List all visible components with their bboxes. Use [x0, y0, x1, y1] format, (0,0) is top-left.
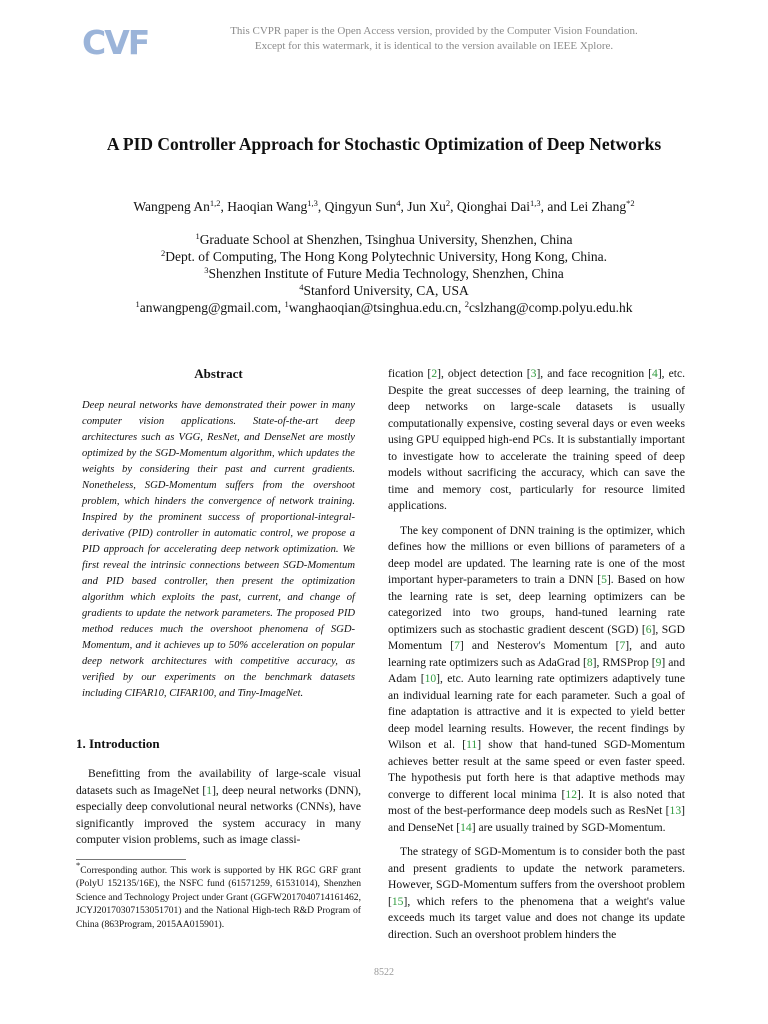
affiliation-text: Dept. of Computing, The Hong Kong Polytechnic University, Hong Kong, China.: [165, 249, 607, 264]
email-address[interactable]: cslzhang@comp.polyu.edu.hk: [468, 300, 633, 315]
page-number: 8522: [374, 967, 394, 978]
citation-link-6[interactable]: 6: [645, 622, 652, 636]
affiliation-mark: 2: [161, 248, 166, 258]
author-affiliation-mark: 2: [445, 198, 451, 208]
author-name: Haoqian Wang: [227, 199, 308, 214]
email-list: $^1$anwangpeng@gmail.com, $^1$wanghaoqian@tsinghua.edu.cn, $^2$cslzhang@comp.polyu.edu.hk: [135, 299, 633, 315]
watermark-line-2: Except for this watermark, it is identical to the version available on IEEE Xplore.: [254, 40, 614, 52]
author-affiliation-mark: 1,3: [530, 198, 541, 208]
author-affiliation-mark: *2: [626, 198, 635, 208]
affiliation-mark: 1: [195, 231, 200, 241]
email-address[interactable]: wanghaoqian@tsinghua.edu.cn: [288, 300, 458, 315]
author-list: Wangpeng An$^{1,2}$, Haoqian Wang$^{1,3}$, Qingyun Sun$^4$, Jun Xu$^2$, Qionghai Dai$^{1,3}$, and Lei Zhang$^{*2}$: [133, 198, 635, 214]
citation-link-2[interactable]: 2: [431, 367, 438, 380]
author-affiliation-mark: 1,3: [307, 198, 318, 208]
citation-link-9[interactable]: 9: [655, 655, 662, 669]
citation-link-5[interactable]: 5: [601, 573, 607, 586]
intro-paragraph-1: Benefitting from the availability of large-scale visual datasets such as ImageNet [1], deep neural networks (DNN), especially deep convolutional neural networks (CNNs), have significantly improved the system accuracy in many computer vision problems, such as image classi-: [76, 767, 361, 846]
affiliation-line: [40, 282, 728, 299]
footnote-mark: *: [76, 859, 81, 870]
citation-link-11[interactable]: 11: [466, 738, 478, 751]
affiliation-line: [40, 248, 728, 265]
affiliation-mark: 4: [299, 282, 304, 292]
author-name: Qionghai Dai: [456, 199, 531, 214]
footnote-text: Corresponding author. This work is supported by HK RGC GRF grant (PolyU 152135/16E), the NSFC fund (61571259, 61531014), Shenzhen Science and Technology Project under Grant (GGFW2017040714161462, JCYJ20170307153051701) and the National High-tech R&D Program of China (863Program, 2015AA015901).: [76, 864, 361, 930]
author-affiliation-mark: 1,2: [209, 198, 221, 208]
intro-paragraph-continued: fication [2], object detection [3], and face recognition [4], etc. Despite the great successes of deep learning, the training of deep networks on large-scale datasets is usually computationally expensive, costing several days or even weeks using GPU equipped high-end PCs. It is substantially important to investigate how to accelerate the training speed of deep models without sacrificing the accuracy, which can save the time and memory cost, particularly for resource limited applications.: [388, 367, 686, 512]
paper-title: A PID Controller Approach for Stochastic Optimization of Deep Networks: [106, 134, 662, 154]
citation-link-13[interactable]: 13: [669, 804, 682, 817]
affiliation-list: [40, 231, 728, 299]
corresponding-author-footnote: [76, 859, 361, 932]
author-name: Jun Xu: [407, 199, 446, 214]
affiliations-block: [40, 231, 728, 316]
email-mark: 1: [135, 299, 140, 309]
citation-link-3[interactable]: 3: [530, 367, 537, 380]
citation-link-7[interactable]: 7: [454, 639, 460, 652]
affiliation-line: [40, 265, 728, 282]
introduction-heading: 1. Introduction: [76, 736, 160, 751]
left-column: [76, 366, 361, 931]
author-name: Lei Zhang: [570, 199, 627, 214]
affiliation-mark: 3: [204, 265, 209, 275]
abstract-text: Deep neural networks have demonstrated their power in many computer vision applications. State-of-the-art deep architectures such as VGG, ResNet, and DenseNet are mostly optimized by the SGD-Momentum algorithm, which updates the weights by considering their past and current gradients. Nonetheless, SGD-Momentum suffers from the overshoot problem, which hinders the convergence of network training. Inspired by the prominent success of proportional-integral-derivative (PID) controller in automatic control, we propose a PID approach for accelerating deep network optimization. We first reveal the intrinsic connections between SGD-Momentum and PID based controller, then present the optimization algorithm which exploits the past, current, and change of gradients to update the network parameters. The proposed PID method reduces much the overshoot phenomena of SGD-Momentum, and it achieves up to 50% acceleration on popular deep network architectures with competitive accuracy, as verified by our experiments on the benchmark datasets including CIFAR10, CIFAR100, and Tiny-ImageNet.: [82, 400, 355, 699]
intro-paragraph-sgd-momentum: The strategy of SGD-Momentum is to consider both the past and present gradients to update the network parameters. However, SGD-Momentum suffers from the overshoot problem [15], which refers to the phenomena that a weight's value exceeds much its target value and does not change its update direction. Such an overshoot problem hinders the: [388, 845, 685, 941]
author-name: Wangpeng An: [133, 199, 210, 214]
affiliation-text: Graduate School at Shenzhen, Tsinghua University, Shenzhen, China: [199, 232, 573, 247]
affiliation-text: Stanford University, CA, USA: [303, 283, 469, 298]
watermark-line-1: This CVPR paper is the Open Access version, provided by the Computer Vision Foundation.: [230, 25, 638, 37]
cvf-logo-text: CVF: [82, 23, 149, 62]
abstract-heading: Abstract: [194, 366, 243, 381]
citation-link-7[interactable]: 7: [619, 639, 626, 652]
citation-link-10[interactable]: 10: [424, 672, 437, 685]
footnote-rule: [76, 859, 186, 860]
author-affiliation-mark: 4: [396, 198, 401, 208]
citation-link-1[interactable]: 1: [206, 783, 213, 797]
citation-link-8[interactable]: 8: [586, 655, 593, 669]
email-address[interactable]: anwangpeng@gmail.com: [139, 300, 278, 315]
intro-paragraph-optimizer: The key component of DNN training is the optimizer, which defines how the millions or even billions of parameters of a deep model are updated. The learning rate is one of the most important hyper-parameters to train a DNN [5]. Based on how the learning rate is set, deep learning optimizers can be categorized into two groups, hand-tuned learning rate optimizers such as stochastic gradient descent (SGD) [6], SGD Momentum [7] and Nesterov's Momentum [7], and auto learning rate optimizers such as AdaGrad [8], RMSProp [9] and Adam [10], etc. Auto learning rate optimizers adaptively tune an individual learning rate for each parameter. Such a goal of fine adaptation is attractive and it is expected to yield better deep model learning results. However, the recent findings by Wilson et al. [11] show that hand-tuned SGD-Momentum achieves better result at the same speed or even faster speed. The hypothesis put forth here is that adaptive methods may converge to different local minima [12]. It is also noted that most of the best-performance deep models such as ResNet [13] and DenseNet [14] are usually trained by SGD-Momentum.: [388, 523, 686, 834]
affiliation-line: [40, 231, 728, 248]
citation-link-4[interactable]: 4: [652, 367, 658, 380]
author-name: Qingyun Sun: [324, 199, 397, 214]
affiliation-text: Shenzhen Institute of Future Media Technology, Shenzhen, China: [208, 266, 564, 281]
email-mark: 1: [284, 299, 289, 309]
right-column: [388, 366, 685, 943]
email-mark: 2: [464, 299, 469, 309]
citation-link-12[interactable]: 12: [565, 787, 577, 801]
open-access-watermark: [0, 24, 768, 54]
citation-link-14[interactable]: 14: [460, 820, 472, 834]
citation-link-15[interactable]: 15: [391, 894, 404, 908]
